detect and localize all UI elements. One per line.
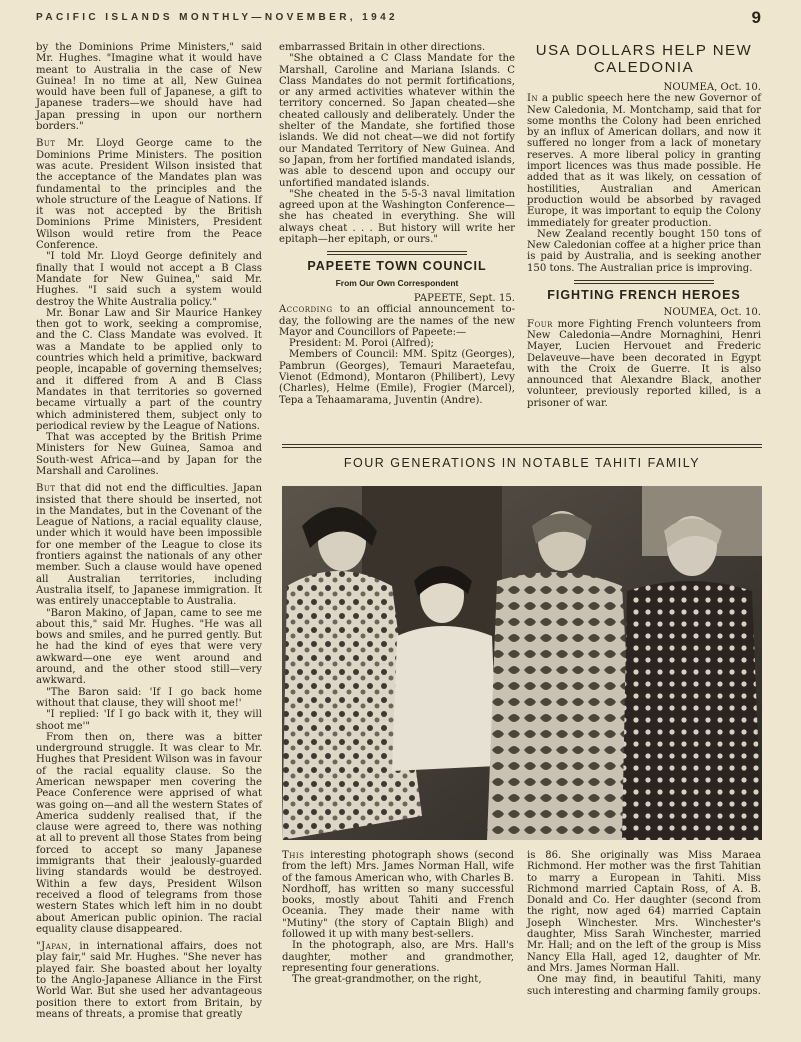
paragraph: "I replied: 'If I go back with it, they will shoot me'" [36, 709, 262, 732]
paragraph: That was accepted by the British Prime Ministers for New Guinea, Samoa and South-west Africa—and by Japan for the Marshall and Carolines. [36, 432, 262, 477]
divider [327, 251, 467, 255]
lead-in: "Japan, [36, 941, 72, 953]
article-column-1 [36, 42, 262, 1020]
divider [282, 444, 762, 448]
paragraph-body: interesting photograph shows (second from the left) Mrs. James Norman Hall, wife of the famous American who, with Charles B. Nordhoff, has written so many successful books, mostly about Tahiti and French Oceania. They made their name with "Mutiny" (the story of Captain Bligh) and followed it up with many best-sellers. [282, 850, 514, 941]
photo-caption-column-2 [527, 850, 761, 997]
paragraph [36, 483, 262, 607]
dateline: NOUMEA, Oct. 10. [663, 82, 761, 93]
dateline: NOUMEA, Oct. 10. [663, 307, 761, 319]
paragraph: The great-grandmother, on the right, [292, 974, 482, 986]
paragraph [527, 93, 761, 229]
paragraph: One may find, in beautiful Tahiti, many such interesting and charming family groups. [527, 974, 761, 997]
paragraph-body: more Fighting French volunteers from New Caledonia—Andre Mornaghini, Henri Mayer, Lucien Hervouet and Frederic Delaveuve—have been decorated in Egypt with the Croix de Guerre. It is also announced that Alexandre Black, another volunteer, previously reported killed, is a prisoner of war. [527, 318, 761, 409]
paragraph: "The Baron said: 'If I go back home without that clause, they will shoot me!' [36, 686, 262, 709]
photo-caption-column-1 [282, 850, 514, 986]
paragraph-body: in international affairs, does not play fair," said Mr. Hughes. "She never has played fair. She boasted about her loyalty to the Anglo-Japanese Alliance in the First World War. But she used her advantageous position there to extort from Britain, by means of threats, a promise that greatly [36, 941, 262, 1020]
headline-line: USA DOLLARS HELP NEW [535, 42, 753, 59]
paragraph: "I told Mr. Lloyd George definitely and finally that I would not accept a B Class Mandate for New Guinea," said Mr. Hughes. "I said such a system would destroy the White Australia policy." [36, 251, 262, 308]
paragraph: embarrassed Britain in other directions. [279, 42, 486, 53]
family-photograph [282, 486, 762, 840]
photo-headline: FOUR GENERATIONS IN NOTABLE TAHITI FAMILY [343, 456, 701, 470]
divider [574, 280, 714, 284]
paragraph: "She cheated in the 5-5-3 naval limitation agreed upon at the Washington Conference—she has cheated in everything. She will always cheat . . . But history will write her epitaph—her epitaph, or ours." [279, 188, 515, 246]
article-column-3 [527, 42, 761, 409]
usa-headline [527, 42, 761, 76]
paragraph: "She obtained a C Class Mandate for the Marshall, Caroline and Mariana Islands. C Class Mandates do not permit fortifications, or any armed activities whatever within the territory concerned. So Japan cheated—she cheated callously and deliberately. Under the shelter of the Mandate, she fortified those islands. We did not cheat—we did not fortify our Mandated Territory of New Guinea. And so Japan, from her fortified mandated islands, was able to descend upon and occupy our unfortified mandated islands. [279, 53, 515, 189]
photo-illustration [282, 486, 762, 840]
paragraph: From then on, there was a bitter underground struggle. It was clear to Mr. Hughes that President Wilson was in favour of the racial equality clause. So the American newspaper men covering the Peace Conference were apprised of what was going on—and all the western States of America suddenly realised that, if the clause were agreed to, there was nothing at all to prevent all those States from being forced to accept so many Japanese immigrants that their jealously-guarded living standards would be destroyed. Within a few days, President Wilson received a flood of telegrams from those western States which left him in no doubt about American public opinion. The racial equality clause disappeared. [36, 731, 262, 935]
lead-in: According [279, 304, 333, 316]
page-number: 9 [751, 8, 761, 27]
dateline: PAPEETE, Sept. 15. [413, 292, 515, 304]
paragraph: "Baron Makino, of Japan, came to see me about this," said Mr. Hughes. "He was all bows and smiles, and he purred gently. But he had the kind of eyes that were very awkward—one eye went around and around, and the other stood still—very awkward. [36, 607, 262, 687]
paragraph [279, 304, 515, 338]
paragraph: In the photograph, also, are Mrs. Hall's daughter, mother and grandmother, representing four generations. [282, 940, 514, 974]
paragraph-body: a public speech here the new Governor of New Caledonia, M. Montchamp, said that for some months the Colony had been enriched by an influx of American dollars, and now it suffered no longer from a lack of monetary reserves. A more liberal policy in granting import licences was thus made possible. He added that as it was likely, on cessation of hostilities, Australian and American production would be absorbed by ravaged Europe, it was important to equip the Colony immediately for greater production. [527, 93, 761, 229]
paragraph: New Zealand recently bought 150 tons of New Caledonian coffee at a higher price than is paid by Australia, and is seeking another 150 tons. The Australian price is improving. [527, 228, 761, 274]
lead-in: Four [527, 318, 553, 330]
lead-in: But [36, 483, 56, 495]
papeete-headline: PAPEETE TOWN COUNCIL [307, 259, 487, 274]
paragraph [36, 941, 262, 1020]
paragraph [36, 138, 262, 251]
byline: From Our Own Correspondent [335, 277, 459, 288]
running-title: PACIFIC ISLANDS MONTHLY—NOVEMBER, 1942 [36, 12, 399, 23]
lead-in: But [36, 138, 56, 150]
lead-in: In [527, 93, 539, 105]
lead-in: This [282, 850, 305, 861]
headline-line: CALEDONIA [593, 59, 695, 76]
heroes-headline: FIGHTING FRENCH HEROES [547, 288, 741, 303]
paragraph: Members of Council: MM. Spitz (Georges), Pambrun (Georges), Temauri Maraetefau, Vienot (Edmond), Montaron (Philibert), Levy (Charles), Helme (Emile), Frogier (Marcel), Tepa a Tehaamarama, Juventin (Andre). [279, 349, 515, 406]
paragraph: President: M. Poroi (Alfred); [289, 338, 434, 350]
paragraph-body: Mr. Lloyd George came to the Dominions Prime Ministers. The position was acute. President Wilson insisted that the acceptance of the Mandates plan was fundamental to the principles and the whole structure of the League of Nations. If it was not accepted by the British Dominions Prime Ministers, President Wilson would retire from the Peace Conference. [36, 138, 262, 252]
paragraph-body: to an official announcement to-day, the following are the names of the new Mayor and Councillors of Papeete:— [279, 304, 515, 338]
paragraph: by the Dominions Prime Ministers," said Mr. Hughes. "Imagine what it would have meant to Australia in the case of New Guinea! In no time at all, New Guinea would have been full of Japanese, a gift to Japanese traders—we should have had Japan pressing in upon our northern borders." [36, 42, 262, 133]
paragraph [527, 319, 761, 409]
paragraph: Mr. Bonar Law and Sir Maurice Hankey then got to work, seeking a compromise, and the C. Class Mandate was evolved. It was a Mandate to be applied only to countries which held a primitive, backward people, incapable of governing themselves; and it differed from A and B Class Mandates in that territories so governed became virtually a part of the country which administered them, subject only to periodical review by the League of Nations. [36, 307, 262, 432]
paragraph [282, 850, 514, 940]
paragraph-body: that did not end the difficulties. Japan insisted that there should be inserted, not in the Mandates, but in the Covenant of the League of Nations, a racial equality clause, under which it would have been impossible for one member of the League to close its frontiers against the nationals of any other member. Such a clause would have opened all Australian territories, including Australia itself, to Japanese immigration. It was entirely unacceptable to Australia. [36, 483, 262, 608]
paragraph: is 86. She originally was Miss Maraea Richmond. Her mother was the first Tahitian to marry a European in Tahiti. Miss Richmond married Captain Ross, of A. B. Donald and Co. Her daughter (second from the right, now aged 64) married Captain Joseph Winchester. Mrs. Winchester's daughter, Miss Sarah Winchester, married Mr. Hall; and on the left of the group is Miss Nancy Ella Hall, aged 12, daughter of Mr. and Mrs. James Norman Hall. [527, 850, 761, 974]
article-column-2 [279, 42, 515, 406]
